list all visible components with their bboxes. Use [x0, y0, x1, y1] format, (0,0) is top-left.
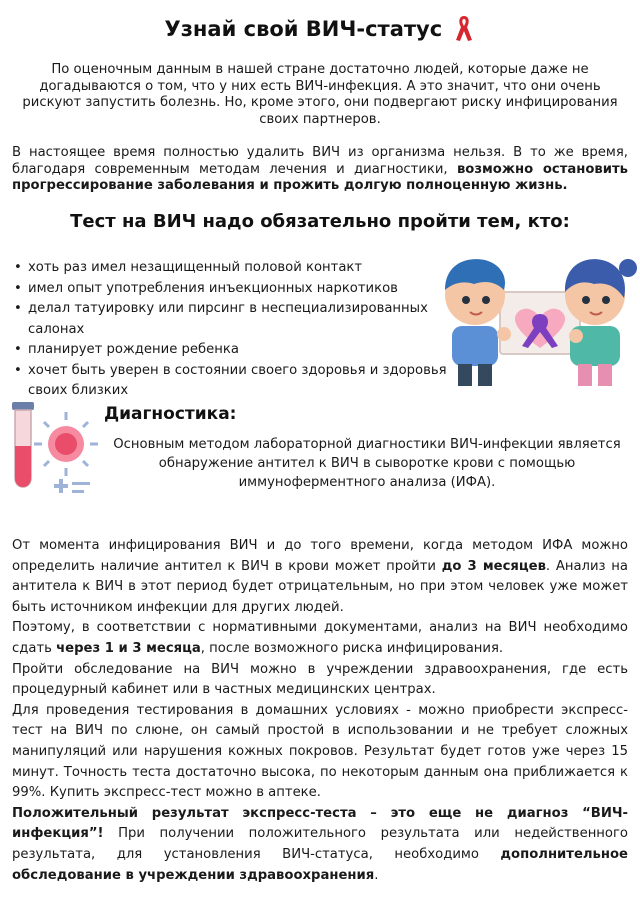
- body-paragraph-1: [12, 536, 628, 618]
- body-paragraph-5: [12, 804, 628, 886]
- list-item: [12, 340, 452, 361]
- list-item-text: хоть раз имел незащищенный половой контакт: [28, 260, 363, 275]
- body-p1-text-end: . Анализ на антитела к ВИЧ в этот период будет отрицательным, но при этом человек уже может быть источником инфекции для других людей.: [12, 558, 628, 615]
- test-tube-virus-icon: [8, 398, 100, 522]
- intro-paragraph-1: По оценочным данным в нашей стране достаточно людей, которые даже не догадываются о том, что у них есть ВИЧ-инфекция. А это значит, что они очень рискуют запустить болезнь. Но, кроме этого, они подвергают риску инфицирования своих партнеров.: [22, 62, 618, 127]
- page-title: [0, 14, 640, 47]
- bullet-dot-icon: •: [14, 260, 22, 275]
- test-heading: Тест на ВИЧ надо обязательно пройти тем, кто:: [70, 211, 570, 232]
- list-item: [12, 279, 452, 300]
- list-item: [12, 361, 452, 402]
- page-title-text: Узнай свой ВИЧ-статус: [164, 17, 443, 41]
- body-p2-text-end: , после возможного риска инфицирования.: [200, 640, 504, 656]
- body-paragraph-4: Для проведения тестирования в домашних условиях - можно приобрести экспресс-тест на ВИЧ по слюне, он самый простой в использовании и не требует сложных манипуляций или нарушения кожных покровов. Результат будет готов уже через 15 минут. Точность теста достаточно высока, по некоторым данным она приближается к 99%. Купить экспресс-тест можно в аптеке.: [12, 702, 628, 801]
- diagnostics-heading: Диагностика:: [104, 404, 237, 424]
- bullet-dot-icon: •: [14, 362, 22, 378]
- body-p2-text: Поэтому, в соответствии с нормативными документами, анализ на ВИЧ необходимо сдать: [12, 620, 628, 656]
- list-item-text: хочет быть уверен в состоянии своего здоровья и здоровья своих близких: [28, 362, 447, 398]
- body-p5-bold: Положительный результат экспресс-теста – это еще не диагноз “ВИЧ-инфекция”!: [12, 805, 628, 842]
- intro-p2-text: В настоящее время полностью удалить ВИЧ из организма нельзя. В то же время, благодаря современным методам лечения и диагностики,: [12, 145, 628, 177]
- intro-p2-bold: возможно остановить прогрессирование заболевания и прожить долгую полноценную жизнь.: [12, 161, 629, 193]
- body-p5-text: При получении положительного результата или недейственного результата, для установления ВИЧ-статуса, необходимо: [12, 826, 628, 862]
- diagnostics-text: Основным методом лабораторной диагностики ВИЧ-инфекции является обнаружение антител к ВИЧ в сыворотке крови с помощью иммуноферментного анализа (ИФА).: [113, 437, 621, 490]
- kids-with-purple-ribbon-illustration: [430, 250, 640, 394]
- body-paragraph-3: Пройти обследование на ВИЧ можно в учреждении здравоохранения, где есть процедурный кабинет или в частных медицинских центрах.: [12, 661, 628, 698]
- risk-list: [12, 258, 452, 402]
- intro-paragraph-2: [12, 145, 628, 195]
- bullet-dot-icon: •: [14, 280, 22, 296]
- body-p5-bold-2: дополнительное обследование в учреждении здравоохранения: [12, 846, 628, 883]
- bullet-dot-icon: •: [14, 342, 22, 357]
- list-item-text: имел опыт употребления инъекционных наркотиков: [28, 280, 398, 296]
- list-item-text: планирует рождение ребенка: [28, 342, 239, 357]
- list-item: [12, 299, 452, 340]
- body-p5-end: .: [374, 867, 379, 883]
- body-p1-text: От момента инфицирования ВИЧ и до того времени, когда методом ИФА можно определить наличие антител к ВИЧ в крови может пройти: [12, 538, 628, 574]
- bullet-dot-icon: •: [14, 301, 22, 316]
- body-paragraph-2: [12, 618, 628, 659]
- main-text: [12, 536, 628, 886]
- body-p1-bold: до 3 месяцев: [441, 558, 546, 574]
- body-p2-bold: через 1 и 3 месяца: [56, 640, 201, 656]
- list-item-text: делал татуировку или пирсинг в неспециализированных салонах: [28, 301, 428, 337]
- red-ribbon-icon: [453, 14, 475, 47]
- list-item: [12, 258, 452, 279]
